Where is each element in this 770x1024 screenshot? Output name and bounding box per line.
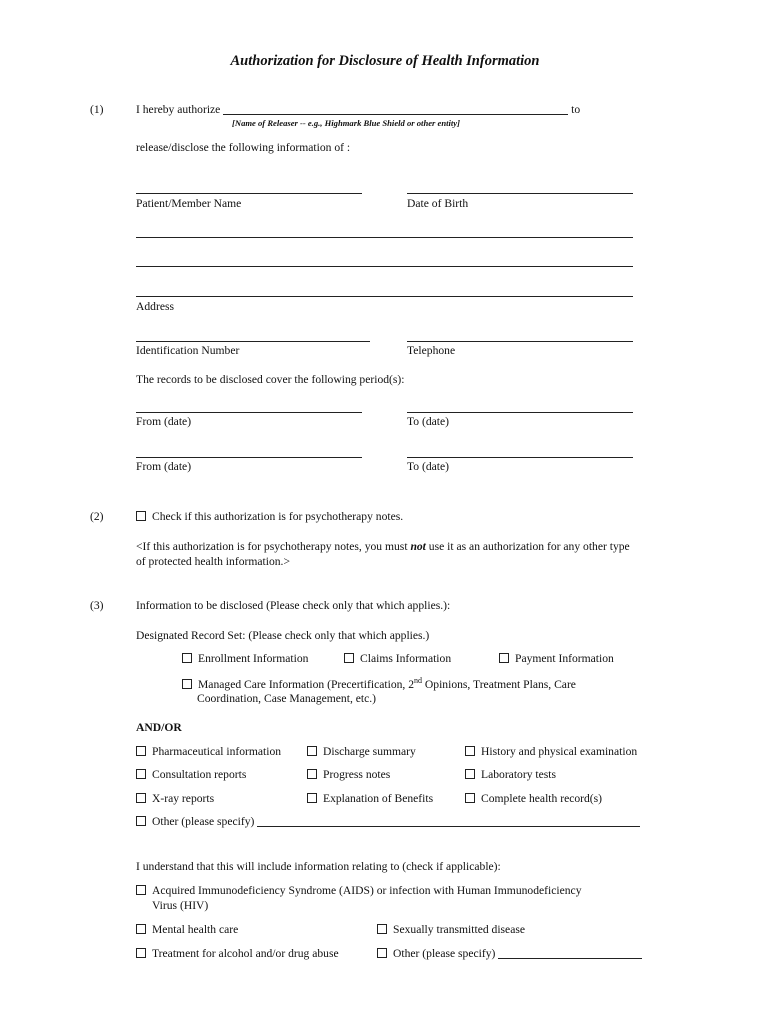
checkbox[interactable] bbox=[465, 746, 475, 756]
option-label: Acquired Immunodeficiency Syndrome (AIDS) or infection with Human Immunodeficiency bbox=[152, 884, 582, 897]
option-label: Managed Care Information (Precertification, 2 bbox=[198, 677, 415, 691]
section-number: (3) bbox=[90, 599, 104, 612]
option-label: Laboratory tests bbox=[481, 768, 557, 781]
option-label: Consultation reports bbox=[152, 768, 247, 781]
std-option[interactable] bbox=[377, 923, 525, 936]
to-date-field-2[interactable] bbox=[407, 457, 633, 458]
from-date-field-2[interactable] bbox=[136, 457, 362, 458]
checkbox[interactable] bbox=[136, 793, 146, 803]
releaser-note: [Name of Releaser -- e.g., Highmark Blue Shield or other entity] bbox=[232, 118, 460, 128]
release-text: release/disclose the following information of : bbox=[136, 141, 351, 154]
dob-label: Date of Birth bbox=[407, 197, 469, 210]
aids-option[interactable] bbox=[136, 884, 582, 897]
xray-option[interactable] bbox=[136, 792, 214, 805]
checkbox[interactable] bbox=[377, 924, 387, 934]
telephone-label: Telephone bbox=[407, 344, 456, 357]
checkbox[interactable] bbox=[344, 653, 354, 663]
checkbox[interactable] bbox=[465, 793, 475, 803]
address-label: Address bbox=[136, 300, 174, 313]
dob-field[interactable] bbox=[407, 193, 633, 194]
note-text: <If this authorization is for psychotherapy notes, you must bbox=[136, 540, 411, 553]
info-text: Information to be disclosed (Please check only that which applies.): bbox=[136, 599, 451, 612]
payment-option[interactable] bbox=[499, 652, 614, 665]
other-condition-field[interactable] bbox=[498, 947, 642, 959]
checkbox[interactable] bbox=[377, 948, 387, 958]
checkbox[interactable] bbox=[182, 653, 192, 663]
option-label: Discharge summary bbox=[323, 745, 416, 758]
checkbox[interactable] bbox=[499, 653, 509, 663]
checkbox[interactable] bbox=[307, 769, 317, 779]
enrollment-option[interactable] bbox=[182, 652, 308, 665]
authorize-text: I hereby authorize bbox=[136, 103, 221, 116]
other-specify-field[interactable] bbox=[257, 815, 640, 827]
option-label: X-ray reports bbox=[152, 792, 215, 805]
psychotherapy-label: Check if this authorization is for psychotherapy notes. bbox=[152, 510, 404, 523]
option-label: Claims Information bbox=[360, 652, 452, 665]
page-title: Authorization for Disclosure of Health Information bbox=[230, 53, 540, 69]
consultation-option[interactable] bbox=[136, 768, 246, 781]
other-condition-option[interactable] bbox=[377, 947, 642, 960]
history-option[interactable] bbox=[465, 745, 637, 758]
option-label: Enrollment Information bbox=[198, 652, 309, 665]
laboratory-option[interactable] bbox=[465, 768, 556, 781]
progress-notes-option[interactable] bbox=[307, 768, 390, 781]
option-label: Explanation of Benefits bbox=[323, 792, 434, 805]
discharge-option[interactable] bbox=[307, 745, 416, 758]
telephone-field[interactable] bbox=[407, 341, 633, 342]
address-field-3[interactable] bbox=[136, 296, 633, 297]
psychotherapy-note-line-2: of protected health information.> bbox=[136, 555, 290, 568]
from-date-label: From (date) bbox=[136, 415, 192, 428]
alcohol-option[interactable] bbox=[136, 947, 339, 960]
period-text: The records to be disclosed cover the following period(s): bbox=[136, 373, 405, 386]
checkbox[interactable] bbox=[136, 746, 146, 756]
option-label: Mental health care bbox=[152, 923, 239, 936]
option-label: Treatment for alcohol and/or drug abuse bbox=[152, 947, 339, 960]
checkbox[interactable] bbox=[136, 769, 146, 779]
from-date-field-1[interactable] bbox=[136, 412, 362, 413]
checkbox[interactable] bbox=[136, 924, 146, 934]
checkbox[interactable] bbox=[182, 679, 192, 689]
other-option[interactable] bbox=[136, 815, 640, 828]
checkbox[interactable] bbox=[307, 793, 317, 803]
claims-option[interactable] bbox=[344, 652, 451, 665]
superscript: nd bbox=[414, 676, 423, 685]
checkbox[interactable] bbox=[465, 769, 475, 779]
understand-text: I understand that this will include information relating to (check if applicable): bbox=[136, 860, 501, 873]
aids-line-2: Virus (HIV) bbox=[152, 899, 209, 912]
option-label: Pharmaceutical information bbox=[152, 745, 282, 758]
address-field-2[interactable] bbox=[136, 266, 633, 267]
managed-care-option[interactable] bbox=[182, 676, 576, 691]
authorize-line bbox=[136, 103, 580, 116]
complete-record-option[interactable] bbox=[465, 792, 602, 805]
checkbox[interactable] bbox=[136, 885, 146, 895]
psychotherapy-note-line-1 bbox=[136, 540, 630, 553]
note-emphasis: not bbox=[410, 540, 426, 553]
psychotherapy-option[interactable] bbox=[136, 510, 403, 523]
from-date-label: From (date) bbox=[136, 460, 192, 473]
option-label: Opinions, Treatment Plans, Care bbox=[422, 677, 576, 691]
id-number-field[interactable] bbox=[136, 341, 370, 342]
id-number-label: Identification Number bbox=[136, 344, 240, 357]
to-date-field-1[interactable] bbox=[407, 412, 633, 413]
to-text: to bbox=[571, 103, 581, 116]
option-label: Complete health record(s) bbox=[481, 792, 603, 805]
checkbox[interactable] bbox=[307, 746, 317, 756]
option-label: Other (please specify) bbox=[152, 815, 255, 828]
eob-option[interactable] bbox=[307, 792, 433, 805]
option-label: History and physical examination bbox=[481, 745, 638, 758]
mental-health-option[interactable] bbox=[136, 923, 238, 936]
checkbox[interactable] bbox=[136, 511, 146, 521]
and-or-heading: AND/OR bbox=[136, 721, 182, 734]
option-label: Other (please specify) bbox=[393, 947, 496, 960]
option-label: Payment Information bbox=[515, 652, 614, 665]
managed-care-line-2: Coordination, Case Management, etc.) bbox=[197, 692, 377, 705]
to-date-label: To (date) bbox=[407, 415, 449, 428]
note-text: use it as an authorization for any other type bbox=[425, 540, 630, 553]
patient-name-field[interactable] bbox=[136, 193, 362, 194]
checkbox[interactable] bbox=[136, 816, 146, 826]
option-label: Progress notes bbox=[323, 768, 391, 781]
pharmaceutical-option[interactable] bbox=[136, 745, 281, 758]
section-number: (2) bbox=[90, 510, 104, 523]
to-date-label: To (date) bbox=[407, 460, 449, 473]
releaser-name-field[interactable] bbox=[223, 103, 568, 115]
designated-text: Designated Record Set: (Please check only that which applies.) bbox=[136, 629, 430, 642]
address-field-1[interactable] bbox=[136, 237, 633, 238]
section-number: (1) bbox=[90, 103, 104, 116]
checkbox[interactable] bbox=[136, 948, 146, 958]
option-label: Sexually transmitted disease bbox=[393, 923, 526, 936]
patient-name-label: Patient/Member Name bbox=[136, 197, 242, 210]
